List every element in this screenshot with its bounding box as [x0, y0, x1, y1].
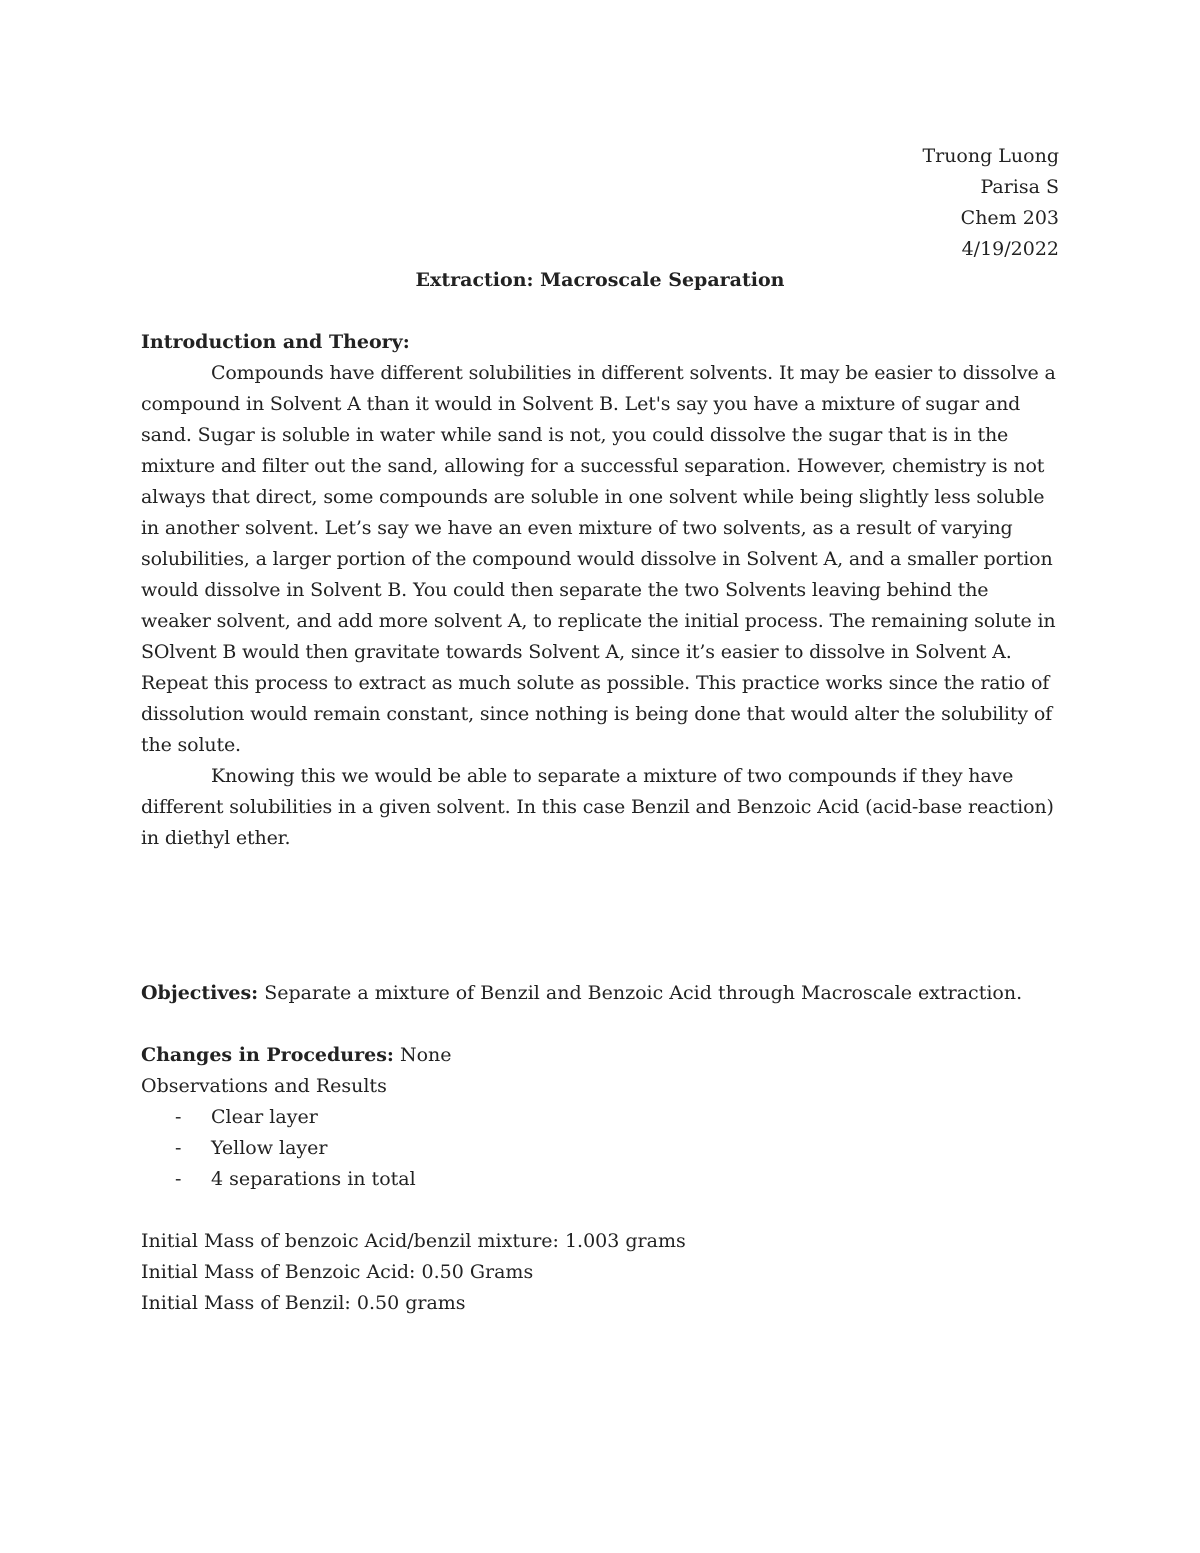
intro-heading: Introduction and Theory:	[141, 331, 410, 353]
partner-name: Parisa S	[980, 176, 1059, 198]
course-name: Chem 203	[960, 207, 1059, 229]
bullet-dash: -	[175, 1106, 182, 1128]
intro-paragraph-2: Knowing this we would be able to separate a mixture of two compounds if they have different solubilities in a given solvent. In this case Benzil and Benzoic Acid (acid-base reaction) in diethyl ether.	[141, 765, 1054, 849]
document-title: Extraction: Macroscale Separation	[415, 269, 785, 291]
spacer	[141, 854, 1059, 947]
observation-text: Clear layer	[211, 1106, 318, 1128]
observations-heading: Observations and Results	[141, 1075, 387, 1097]
changes-line	[141, 1040, 1059, 1071]
changes-label: Changes in Procedures:	[141, 1044, 394, 1066]
document-header	[141, 141, 1059, 265]
objectives-label: Objectives:	[141, 982, 259, 1004]
mass-line-benzil: Initial Mass of Benzil: 0.50 grams	[141, 1292, 466, 1314]
observation-text: Yellow layer	[211, 1137, 328, 1159]
author-name: Truong Luong	[922, 145, 1059, 167]
observation-text: 4 separations in total	[211, 1168, 416, 1190]
bullet-dash: -	[175, 1168, 182, 1190]
mass-line-mixture: Initial Mass of benzoic Acid/benzil mixture: 1.003 grams	[141, 1230, 686, 1252]
document-page	[141, 141, 1059, 1319]
bullet-dash: -	[175, 1137, 182, 1159]
spacer	[141, 1009, 1059, 1040]
document-date: 4/19/2022	[961, 238, 1059, 260]
mass-line-benzoic-acid: Initial Mass of Benzoic Acid: 0.50 Grams	[141, 1261, 534, 1283]
observations-list	[141, 1102, 1059, 1195]
changes-text: None	[393, 1044, 452, 1066]
intro-paragraph-1: Compounds have different solubilities in different solvents. It may be easier to dissolve a compound in Solvent A than it would in Solvent B. Let's say you have a mixture of sugar and sand. Sugar is soluble in water while sand is not, you could dissolve the sugar that is in the mixture and filter out the sand, allowing for a successful separation. However, chemistry is not always that direct, some compounds are soluble in one solvent while being slightly less soluble in another solvent. Let’s say we have an even mixture of two solvents, as a result of varying solubilities, a larger portion of the compound would dissolve in Solvent A, and a smaller portion would dissolve in Solvent B. You could then separate the two Solvents leaving behind the weaker solvent, and add more solvent A, to replicate the initial process. The remaining solute in SOlvent B would then gravitate towards Solvent A, since it’s easier to dissolve in Solvent A. Repeat this process to extract as much solute as possible. This practice works since the ratio of dissolution would remain constant, since nothing is being done that would alter the solubility of the solute.	[141, 362, 1056, 756]
list-item	[141, 1164, 1059, 1195]
list-item	[141, 1133, 1059, 1164]
objectives-line	[141, 978, 1059, 1009]
list-item	[141, 1102, 1059, 1133]
spacer	[141, 1195, 1059, 1226]
objectives-text: Separate a mixture of Benzil and Benzoic Acid through Macroscale extraction.	[258, 982, 1023, 1004]
